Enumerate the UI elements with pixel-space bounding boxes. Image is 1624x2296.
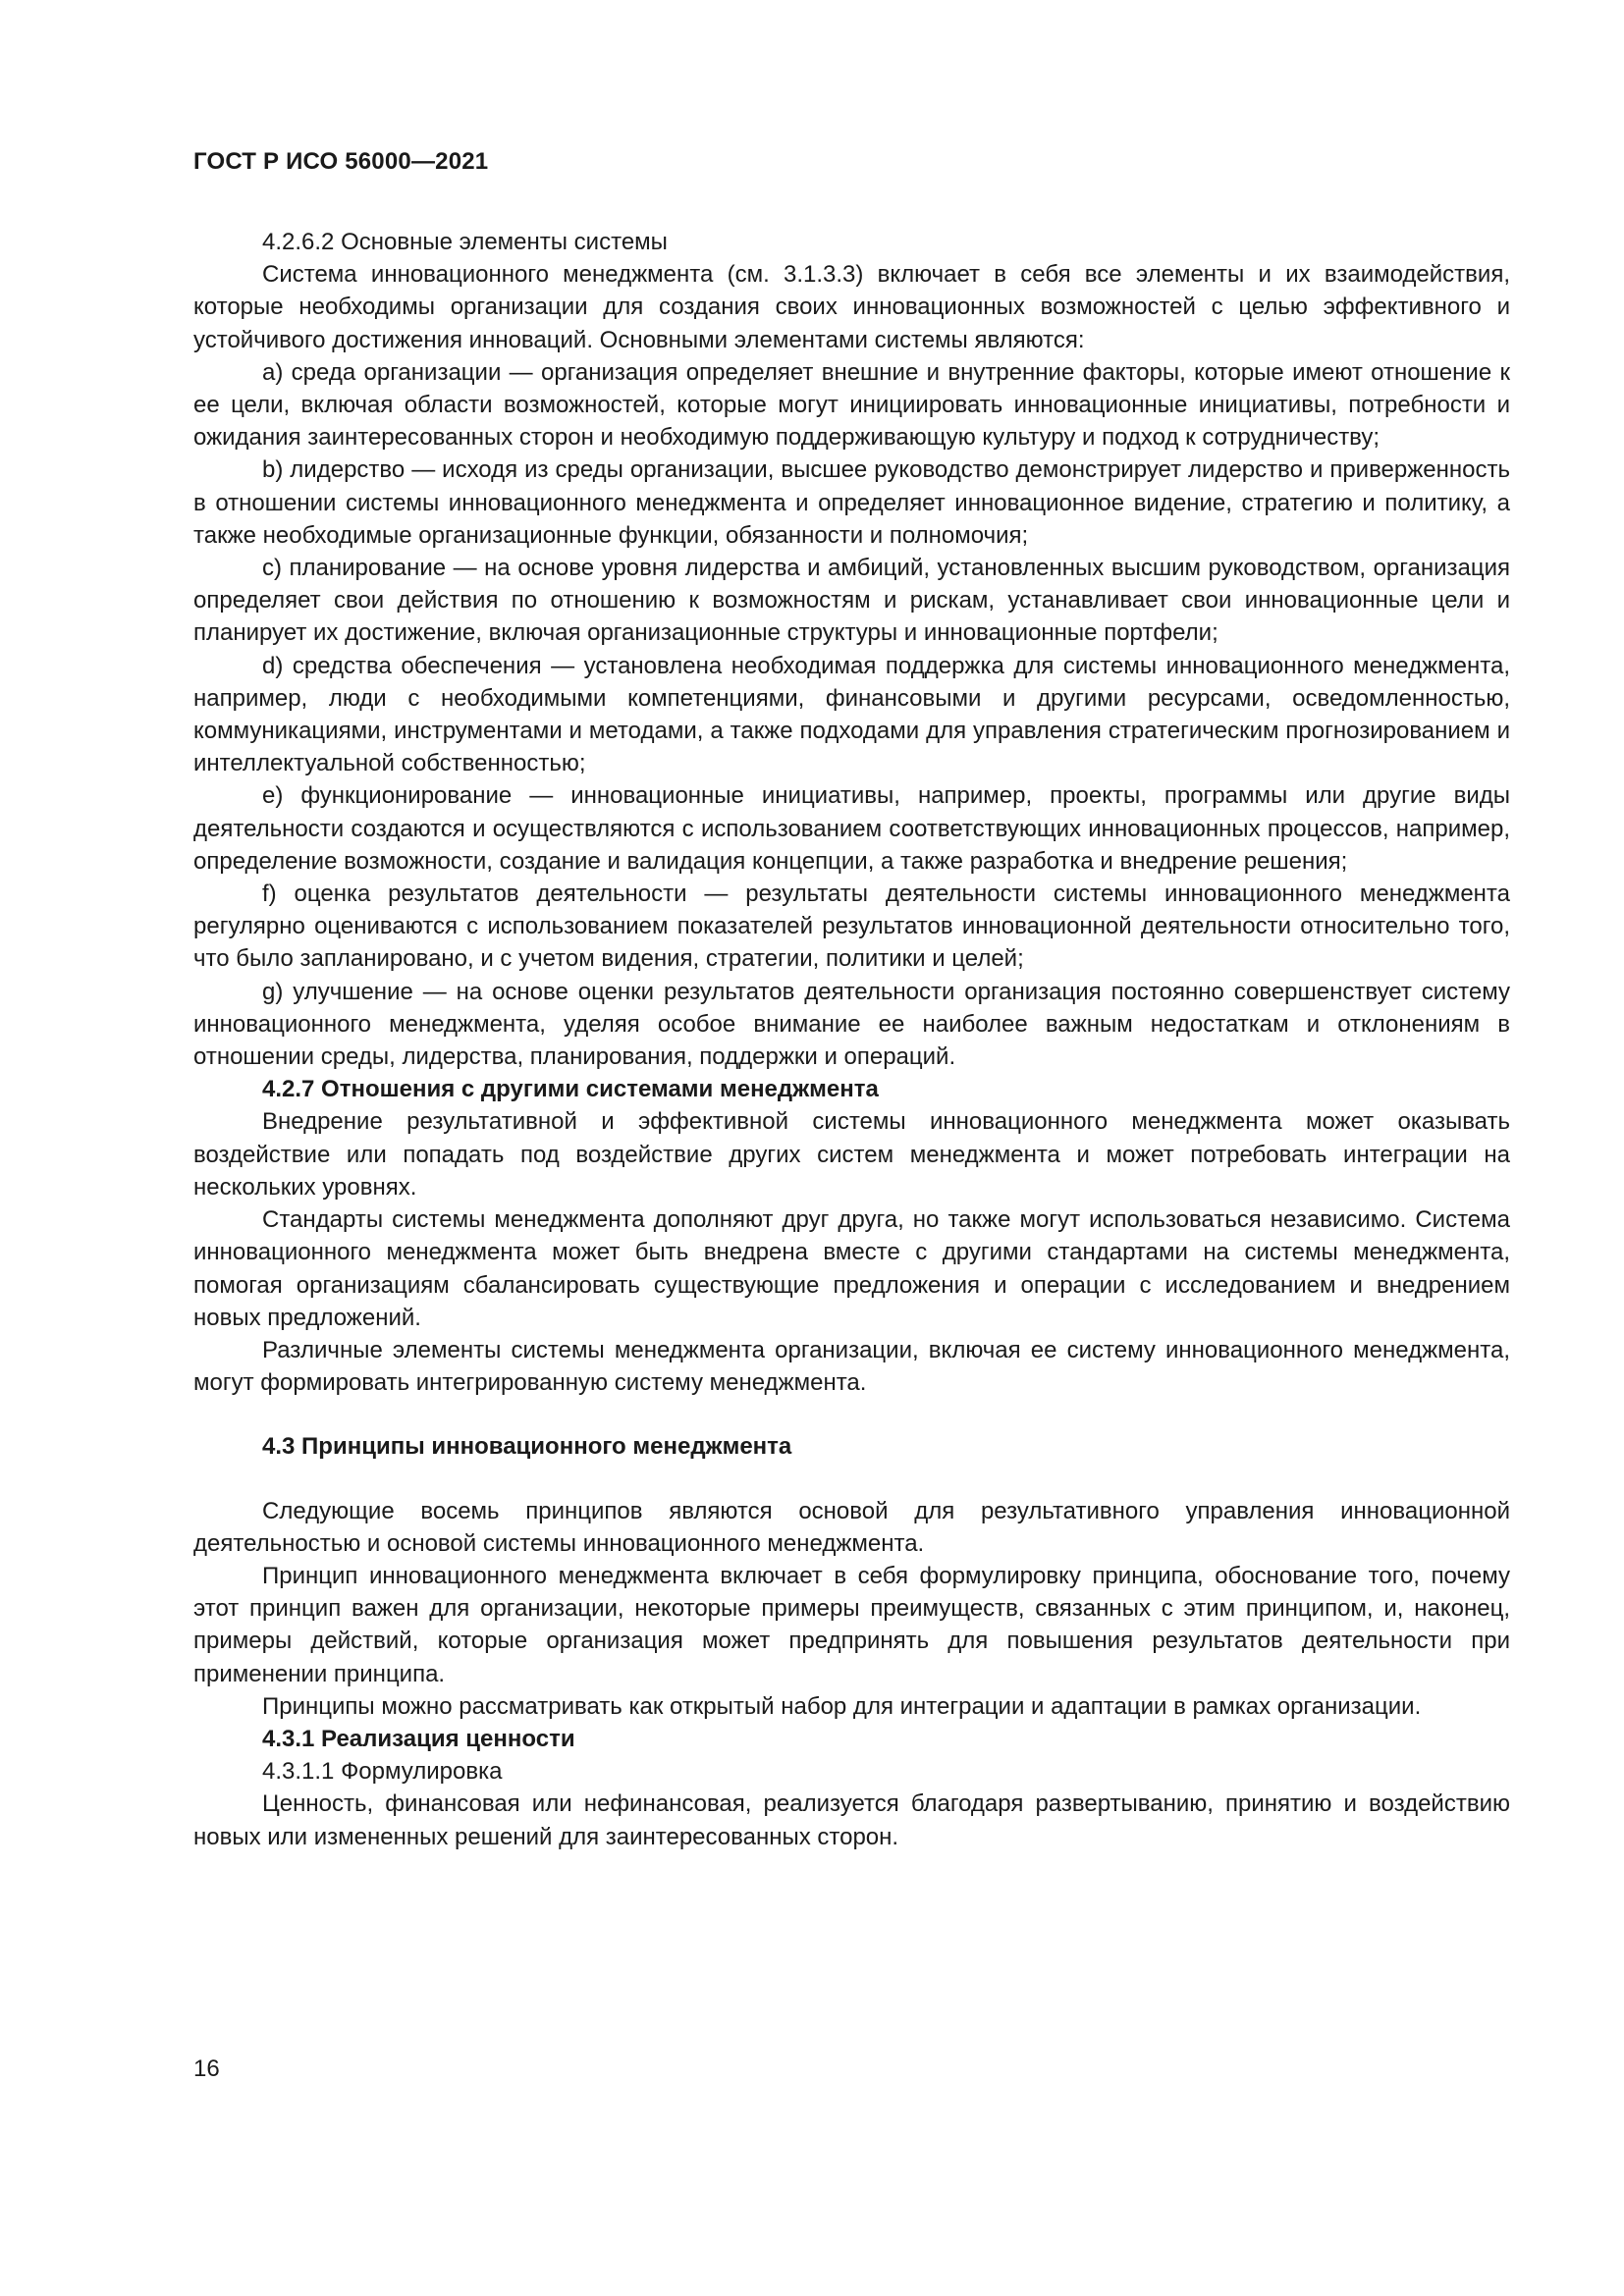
list-item-c: c) планирование — на основе уровня лидерства и амбиций, установленных высшим руководством, организация определяет свои действия по отношению к возможностям и рискам, устанавливает свои инновационные цели и планирует их достижение, включая организационные структуры и инновационные портфели; bbox=[193, 555, 1510, 647]
section-heading-4-3: 4.3 Принципы инновационного менеджмента bbox=[262, 1433, 792, 1461]
subsection-title: 4.2.6.2 Основные элементы системы bbox=[262, 229, 668, 255]
paragraph: Принципы можно рассматривать как открытый набор для интеграции и адаптации в рамках организации. bbox=[262, 1692, 1422, 1720]
paragraph: Следующие восемь принципов являются основой для результативного управления инновационной деятельностью и основой системы инновационного менеджмента. bbox=[193, 1497, 1510, 1557]
paragraph: Система инновационного менеджмента (см. 3.1.3.3) включает в себя все элементы и их взаимодействия, которые необходимы организации для создания своих инновационных возможностей с целью эффективного и устойчивого достижения инноваций. Основными элементами системы являются: bbox=[193, 261, 1510, 353]
document-header: ГОСТ Р ИСО 56000—2021 bbox=[193, 148, 489, 175]
list-item-g: g) улучшение — на основе оценки результатов деятельности организация постоянно совершенствует систему инновационного менеджмента, уделяя особое внимание ее наиболее важным недостаткам и отклонениям в отношении среды, лидерства, планирования, поддержки и операций. bbox=[193, 978, 1510, 1071]
page-number: 16 bbox=[193, 2056, 220, 2082]
paragraph: Внедрение результативной и эффективной системы инновационного менеджмента может оказывать воздействие или попадать под воздействие других систем менеджмента и может потребовать интеграции на нескольких уровнях. bbox=[193, 1108, 1510, 1201]
list-item-d: d) средства обеспечения — установлена необходимая поддержка для системы инновационного менеджмента, например, люди с необходимыми компетенциями, финансовыми и другими ресурсами, осведомленностью, коммуникациями, инструментами и методами, а также подходами для управления стратегическим прогнозированием и интеллектуальной собственностью; bbox=[193, 652, 1510, 777]
paragraph: Принцип инновационного менеджмента включает в себя формулировку принципа, обоснование того, почему этот принцип важен для организации, некоторые примеры преимуществ, связанных с этим принципом, и, наконец, примеры действий, которые организация может предпринять для повышения результатов деятельности при применении принципа. bbox=[193, 1562, 1510, 1687]
paragraph: Различные элементы системы менеджмента организации, включая ее систему инновационного менеджмента, могут формировать интегрированную систему менеджмента. bbox=[193, 1336, 1510, 1397]
list-item-e: e) функционирование — инновационные инициативы, например, проекты, программы или другие виды деятельности создаются и осуществляются с использованием соответствующих инновационных процессов, например, определение возможности, создание и валидация концепции, а также разработка и внедрение решения; bbox=[193, 782, 1510, 875]
list-item-b: b) лидерство — исходя из среды организации, высшее руководство демонстрирует лидерство и приверженность в отношении системы инновационного менеджмента и определяет инновационное видение, стратегию и политику, а также необходимые организационные функции, обязанности и полномочия; bbox=[193, 456, 1510, 549]
paragraph: Стандарты системы менеджмента дополняют друг друга, но также могут использоваться независимо. Система инновационного менеджмента может быть внедрена вместе с другими стандартами на системы менеджмента, помогая организациям сбалансировать существующие предложения и операции с исследованием и внедрением новых предложений. bbox=[193, 1206, 1510, 1331]
section-heading-4-2-7: 4.2.7 Отношения с другими системами менеджмента bbox=[262, 1076, 879, 1103]
list-item-f: f) оценка результатов деятельности — результаты деятельности системы инновационного менеджмента регулярно оцениваются с использованием показателей результатов инновационной деятельности относительно того, что было запланировано, и с учетом видения, стратегии, политики и целей; bbox=[193, 881, 1510, 973]
section-heading-4-3-1: 4.3.1 Реализация ценности bbox=[262, 1725, 575, 1752]
subsection-title: 4.3.1.1 Формулировка bbox=[262, 1758, 503, 1786]
document-body bbox=[193, 226, 1510, 1853]
list-item-a: a) среда организации — организация определяет внешние и внутренние факторы, которые имеют отношение к ее цели, включая области возможностей, которые могут инициировать инновационные инициативы, потребности и ожидания заинтересованных сторон и необходимую поддерживающую культуру и подход к сотрудничеству; bbox=[193, 358, 1510, 452]
paragraph: Ценность, финансовая или нефинансовая, реализуется благодаря развертыванию, принятию и воздействию новых или измененных решений для заинтересованных сторон. bbox=[193, 1790, 1510, 1850]
